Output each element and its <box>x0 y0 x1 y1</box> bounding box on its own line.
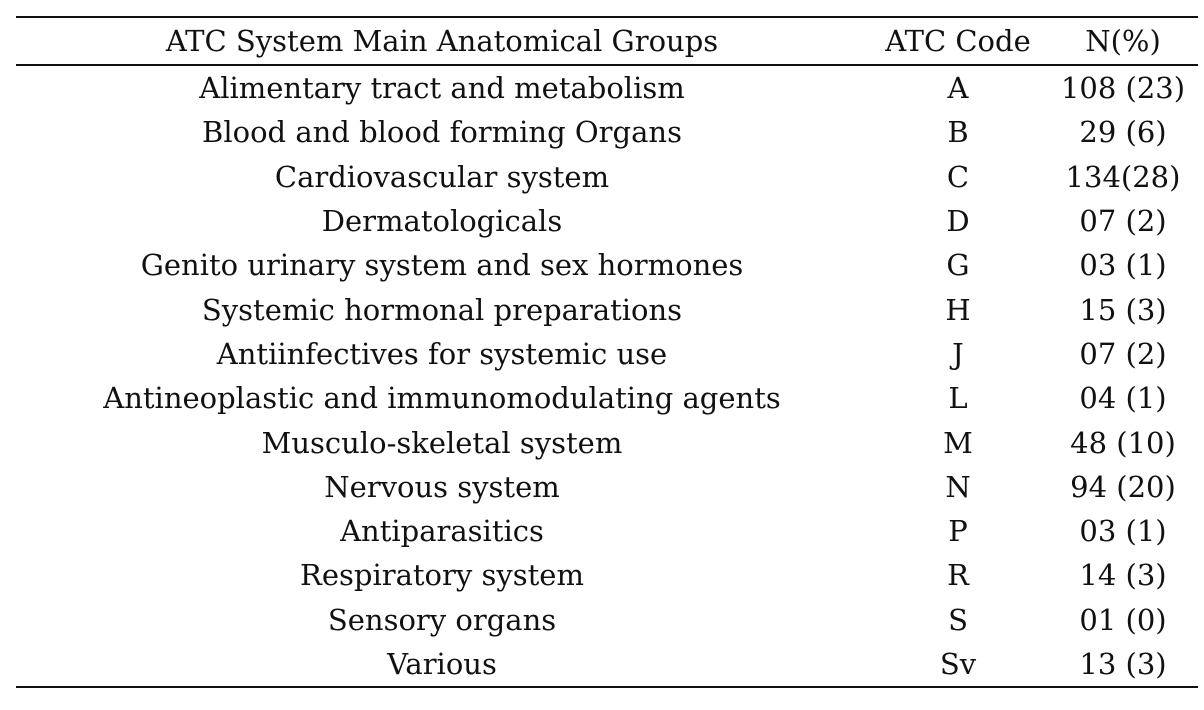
cell-anatomical-group: Antineoplastic and immunomodulating agents <box>103 381 781 416</box>
cell-anatomical-group: Antiinfectives for systemic use <box>216 336 668 371</box>
cell-atc-code: D <box>946 204 970 239</box>
cell-atc-code: Sv <box>868 642 1048 687</box>
cell-n-percent: 03 (1) <box>1079 514 1167 549</box>
cell-n-percent: 48 (10) <box>1070 425 1176 460</box>
cell-anatomical-group: Cardiovascular system <box>274 159 610 194</box>
table-row <box>16 420 1198 464</box>
cell-atc-code: G <box>946 248 970 283</box>
header-anatomical-group: ATC System Main Anatomical Groups <box>16 17 868 65</box>
table-row <box>16 642 1198 687</box>
table-row <box>16 110 1198 154</box>
cell-anatomical-group: Respiratory system <box>300 558 584 593</box>
table-row <box>16 332 1198 376</box>
cell-atc-code: A <box>947 71 969 106</box>
cell-n-percent: 29 (6) <box>1079 115 1167 150</box>
cell-n-percent: 01 (0) <box>1079 602 1167 637</box>
cell-anatomical-group: Various <box>16 642 868 687</box>
cell-atc-code: S <box>948 602 968 637</box>
table-row <box>16 155 1198 199</box>
cell-atc-code: B <box>947 115 969 150</box>
cell-atc-code: N <box>945 469 971 504</box>
cell-n-percent: 04 (1) <box>1079 381 1167 416</box>
cell-n-percent: 15 (3) <box>1079 292 1167 327</box>
cell-anatomical-group: Musculo-skeletal system <box>261 425 623 460</box>
table-row <box>16 287 1198 331</box>
cell-atc-code: H <box>945 292 971 327</box>
table-row <box>16 243 1198 287</box>
cell-anatomical-group: Sensory organs <box>327 602 557 637</box>
cell-anatomical-group: Nervous system <box>324 469 560 504</box>
cell-anatomical-group: Genito urinary system and sex hormones <box>140 248 744 283</box>
cell-anatomical-group: Antiparasitics <box>340 514 544 549</box>
table-body <box>16 65 1198 687</box>
cell-atc-code: L <box>948 381 968 416</box>
cell-atc-code: P <box>948 514 968 549</box>
header-n-percent: N(%) <box>1048 17 1198 65</box>
table-row <box>16 199 1198 243</box>
cell-anatomical-group: Systemic hormonal preparations <box>201 292 683 327</box>
cell-atc-code: R <box>947 558 969 593</box>
cell-anatomical-group: Dermatologicals <box>321 204 563 239</box>
table-row <box>16 465 1198 509</box>
cell-atc-code: M <box>943 425 973 460</box>
cell-atc-code: C <box>946 159 970 194</box>
table-row <box>16 376 1198 420</box>
cell-n-percent: 134(28) <box>1065 159 1181 194</box>
table-row <box>16 553 1198 597</box>
cell-anatomical-group: Blood and blood forming Organs <box>202 115 682 150</box>
cell-n-percent: 94 (20) <box>1070 469 1176 504</box>
cell-anatomical-group: Alimentary tract and metabolism <box>199 71 685 106</box>
table-header <box>16 17 1198 65</box>
table-row <box>16 598 1198 642</box>
cell-n-percent: 14 (3) <box>1079 558 1167 593</box>
table-row <box>16 509 1198 553</box>
cell-n-percent: 13 (3) <box>1048 642 1198 687</box>
cell-n-percent: 07 (2) <box>1079 204 1167 239</box>
cell-n-percent: 07 (2) <box>1079 336 1167 371</box>
header-atc-code: ATC Code <box>868 17 1048 65</box>
table-row <box>16 65 1198 110</box>
atc-groups-table <box>16 16 1198 688</box>
header-row <box>16 17 1198 65</box>
cell-atc-code: J <box>952 336 964 371</box>
atc-table-container <box>16 16 1198 688</box>
cell-n-percent: 03 (1) <box>1079 248 1167 283</box>
cell-n-percent: 108 (23) <box>1060 71 1186 106</box>
